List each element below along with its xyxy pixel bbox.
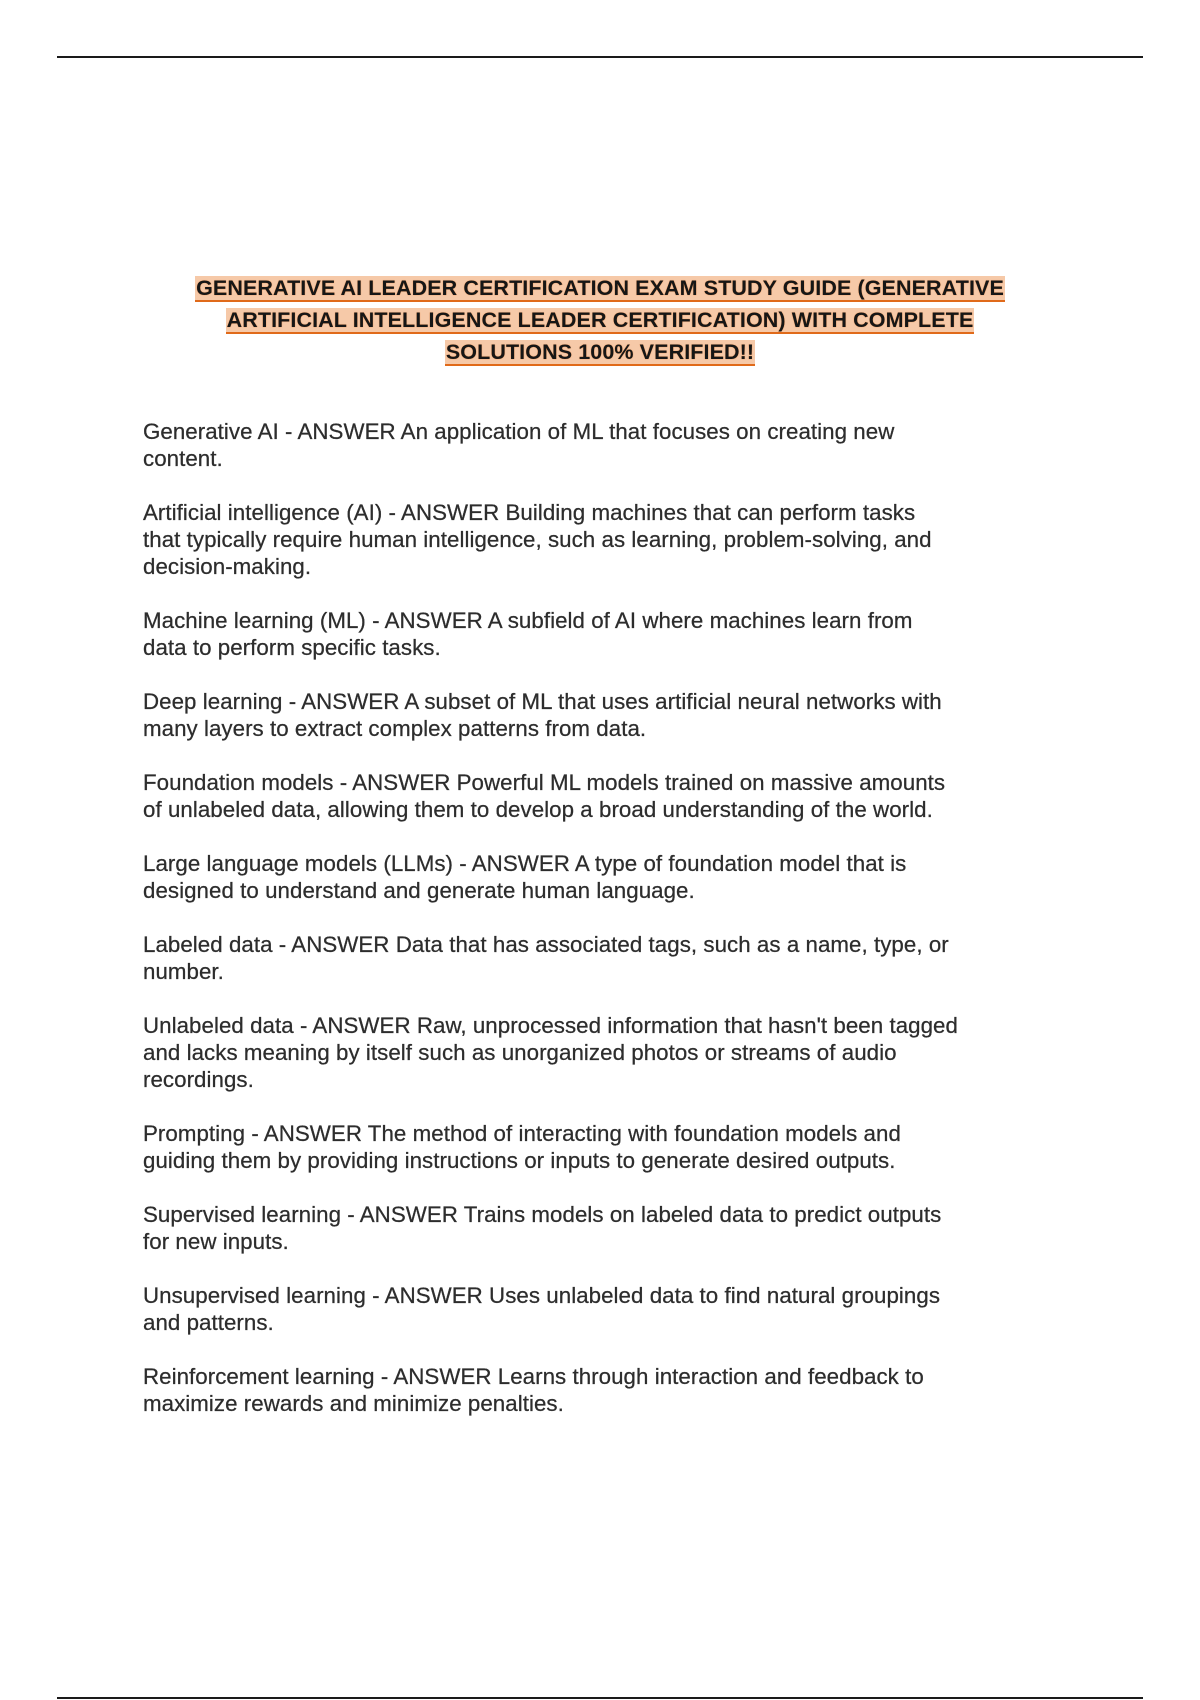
entry-line: recordings. <box>143 1067 254 1092</box>
glossary-entry-deep-learning <box>143 688 1078 742</box>
glossary-entry-large-language-models <box>143 850 1078 904</box>
glossary-entry-supervised-learning <box>143 1201 1078 1255</box>
title-line: SOLUTIONS 100% VERIFIED!! <box>445 340 755 364</box>
entry-line: Generative AI - ANSWER An application of ML that focuses on creating new <box>143 419 895 444</box>
document-title <box>130 272 1070 368</box>
entry-line: Supervised learning - ANSWER Trains models on labeled data to predict outputs <box>143 1202 942 1227</box>
entry-line: that typically require human intelligence, such as learning, problem-solving, and <box>143 527 932 552</box>
title-line: ARTIFICIAL INTELLIGENCE LEADER CERTIFICATION) WITH COMPLETE <box>226 308 974 332</box>
bottom-rule <box>57 1697 1143 1699</box>
entry-line: and patterns. <box>143 1310 274 1335</box>
entry-line: designed to understand and generate human language. <box>143 878 695 903</box>
entry-line: Deep learning - ANSWER A subset of ML that uses artificial neural networks with <box>143 689 942 714</box>
entry-line: of unlabeled data, allowing them to develop a broad understanding of the world. <box>143 797 933 822</box>
entry-line: Large language models (LLMs) - ANSWER A type of foundation model that is <box>143 851 907 876</box>
entry-line: Unsupervised learning - ANSWER Uses unlabeled data to find natural groupings <box>143 1283 941 1308</box>
entry-line: and lacks meaning by itself such as unorganized photos or streams of audio <box>143 1040 897 1065</box>
glossary-entry-artificial-intelligence <box>143 499 1078 580</box>
entry-line: for new inputs. <box>143 1229 289 1254</box>
glossary-entry-labeled-data <box>143 931 1078 985</box>
entry-line: content. <box>143 446 223 471</box>
entry-line: Unlabeled data - ANSWER Raw, unprocessed information that hasn't been tagged <box>143 1013 958 1038</box>
entry-line: many layers to extract complex patterns from data. <box>143 716 647 741</box>
entry-line: number. <box>143 959 224 984</box>
entry-line: data to perform specific tasks. <box>143 635 441 660</box>
glossary-entry-unsupervised-learning <box>143 1282 1078 1336</box>
entry-line: Machine learning (ML) - ANSWER A subfield of AI where machines learn from <box>143 608 913 633</box>
entry-line: decision-making. <box>143 554 312 579</box>
glossary-entry-reinforcement-learning <box>143 1363 1078 1417</box>
glossary-entry-generative-ai <box>143 418 1078 472</box>
entry-line: guiding them by providing instructions or inputs to generate desired outputs. <box>143 1148 896 1173</box>
glossary-list <box>143 418 1078 1444</box>
glossary-entry-unlabeled-data <box>143 1012 1078 1093</box>
entry-line: Artificial intelligence (AI) - ANSWER Building machines that can perform tasks <box>143 500 916 525</box>
glossary-entry-prompting <box>143 1120 1078 1174</box>
top-rule <box>57 56 1143 58</box>
title-line: GENERATIVE AI LEADER CERTIFICATION EXAM STUDY GUIDE (GENERATIVE <box>196 276 1004 300</box>
entry-line: Labeled data - ANSWER Data that has associated tags, such as a name, type, or <box>143 932 949 957</box>
glossary-entry-foundation-models <box>143 769 1078 823</box>
entry-line: Prompting - ANSWER The method of interacting with foundation models and <box>143 1121 901 1146</box>
entry-line: Foundation models - ANSWER Powerful ML models trained on massive amounts <box>143 770 946 795</box>
glossary-entry-machine-learning <box>143 607 1078 661</box>
entry-line: Reinforcement learning - ANSWER Learns through interaction and feedback to <box>143 1364 924 1389</box>
entry-line: maximize rewards and minimize penalties. <box>143 1391 564 1416</box>
